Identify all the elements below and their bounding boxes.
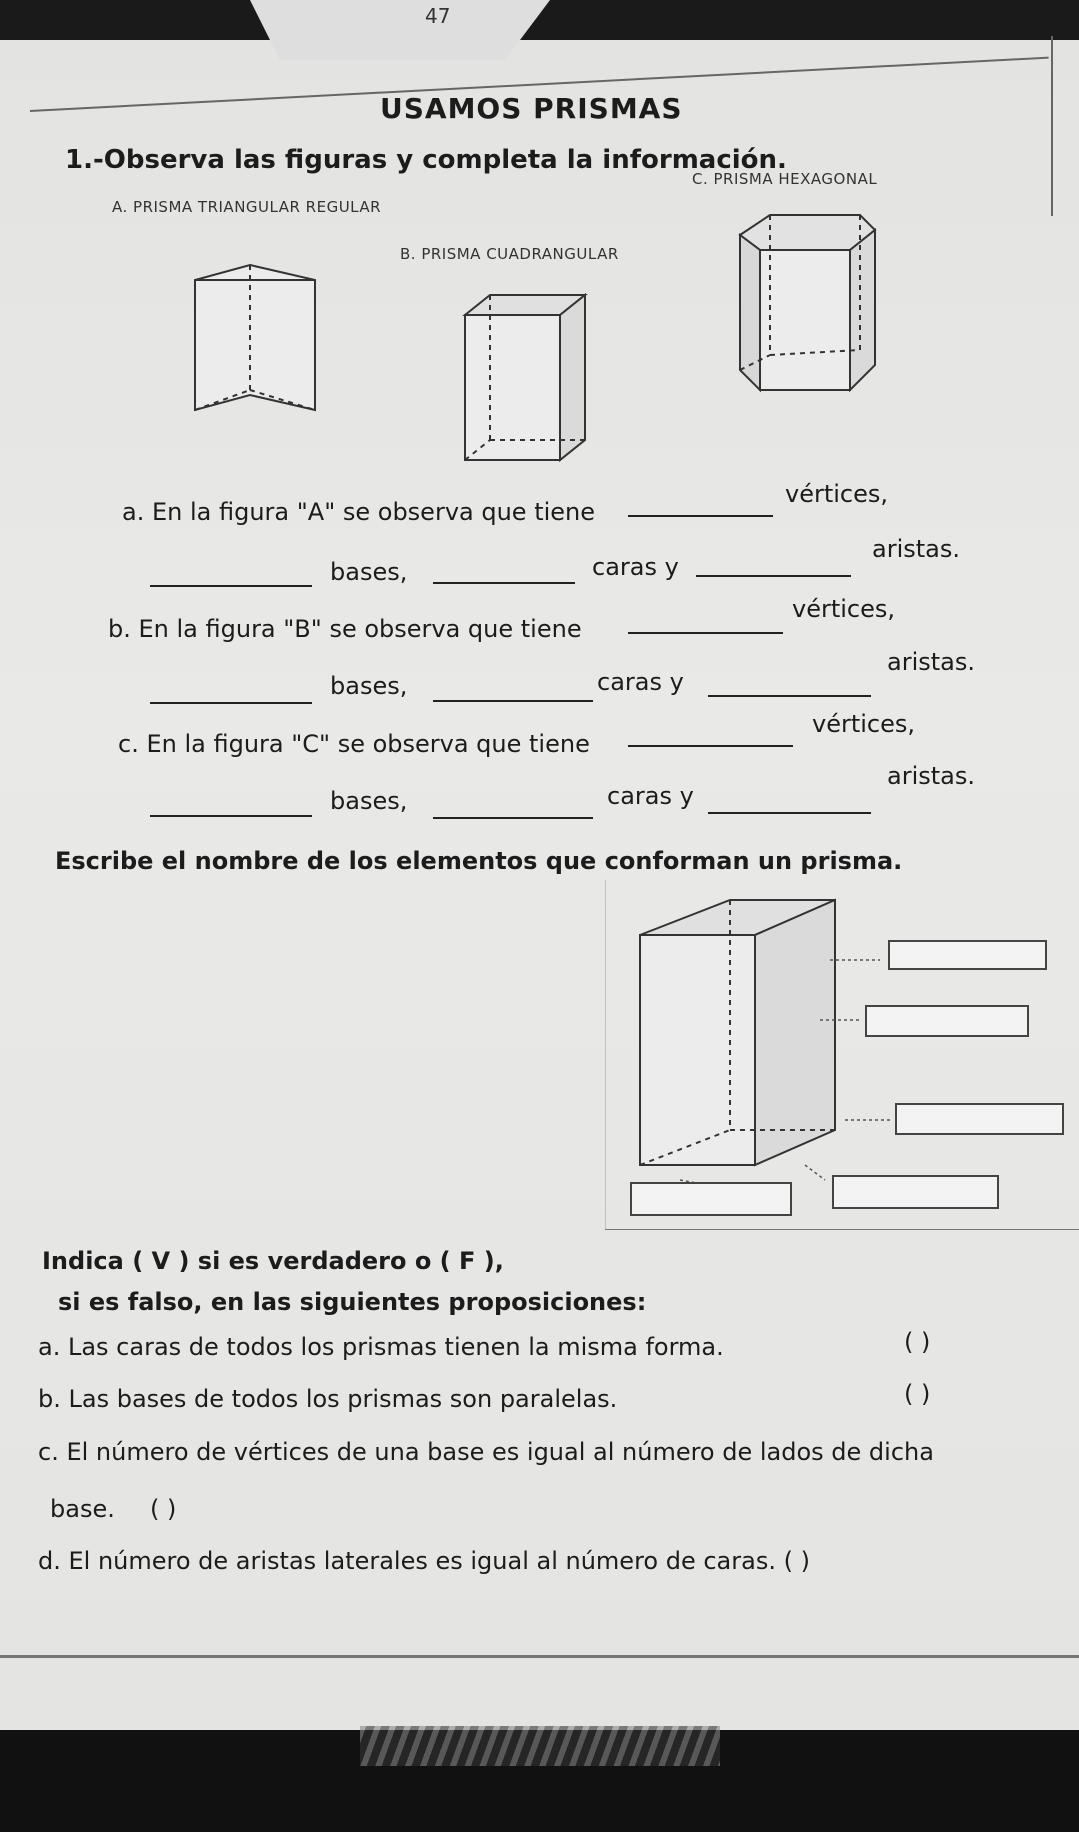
element-label-box-5[interactable] (832, 1175, 999, 1209)
tf-item-c: c. El número de vértices de una base es igual al número de lados de dicha (38, 1438, 934, 1466)
question-a-bases-label: bases, (330, 558, 408, 586)
element-label-box-4[interactable] (630, 1182, 792, 1216)
tf-item-b-answer[interactable]: ( ) (904, 1380, 931, 1408)
elements-heading: Escribe el nombre de los elementos que conforman un prisma. (55, 847, 903, 875)
question-c-aristas-label: aristas. (887, 762, 975, 790)
question-a-caras-label: caras y (592, 553, 679, 581)
background-stripes (360, 1726, 720, 1766)
page-title: USAMOS PRISMAS (380, 92, 683, 125)
element-label-box-1[interactable] (888, 940, 1047, 970)
figure-a-label: A. PRISMA TRIANGULAR REGULAR (112, 198, 382, 216)
tf-item-c-cont: base. (50, 1495, 115, 1523)
question-a-lead: a. En la figura "A" se observa que tiene (122, 498, 596, 526)
question-c-vertices-label: vértices, (812, 710, 916, 738)
question-c-vertices-blank[interactable] (628, 723, 793, 747)
question-b-bases-label: bases, (330, 672, 408, 700)
frame-line-bottom (0, 1655, 1079, 1658)
frame-line-right (1051, 36, 1053, 216)
tf-heading-line1: Indica ( V ) si es verdadero o ( F ), (42, 1247, 504, 1275)
element-label-box-3[interactable] (895, 1103, 1064, 1135)
question-c-bases-label: bases, (330, 787, 408, 815)
tf-item-a-answer[interactable]: ( ) (904, 1328, 931, 1356)
figure-b-label: B. PRISMA CUADRANGULAR (400, 245, 619, 263)
question-b-aristas-label: aristas. (887, 648, 975, 676)
tf-item-d: d. El número de aristas laterales es igual al número de caras. ( ) (38, 1547, 810, 1575)
question-b-vertices-label: vértices, (792, 595, 896, 623)
hexagonal-prism-figure (730, 200, 890, 400)
question-a-vertices-blank[interactable] (628, 493, 773, 517)
question-c-caras-label: caras y (607, 782, 694, 810)
question-b-caras-label: caras y (597, 668, 684, 696)
element-label-box-2[interactable] (865, 1005, 1029, 1037)
rectangular-prism-figure (460, 290, 600, 470)
folded-corner (250, 0, 550, 60)
tf-item-a: a. Las caras de todos los prismas tienen la misma forma. (38, 1333, 724, 1361)
question-a-aristas-label: aristas. (872, 535, 960, 563)
triangular-prism-figure (190, 245, 320, 425)
question-b-lead: b. En la figura "B" se observa que tiene (108, 615, 582, 643)
question-b-caras-blank[interactable] (433, 678, 593, 702)
instructions: 1.-Observa las figuras y completa la información. (65, 145, 787, 175)
question-a-aristas-blank[interactable] (696, 553, 851, 577)
question-b-vertices-blank[interactable] (628, 610, 783, 634)
corner-mark: 47 (425, 4, 451, 28)
question-c-aristas-blank[interactable] (708, 790, 871, 814)
question-b-aristas-blank[interactable] (708, 673, 871, 697)
tf-item-c-answer[interactable]: ( ) (150, 1495, 177, 1523)
question-a-bases-blank[interactable] (150, 563, 312, 587)
question-c-lead: c. En la figura "C" se observa que tiene (118, 730, 590, 758)
tf-heading-line2: si es falso, en las siguientes proposiciones: (58, 1288, 647, 1316)
question-c-caras-blank[interactable] (433, 795, 593, 819)
question-b-bases-blank[interactable] (150, 680, 312, 704)
question-a-caras-blank[interactable] (433, 560, 575, 584)
question-a-vertices-label: vértices, (785, 480, 889, 508)
tf-item-b: b. Las bases de todos los prismas son paralelas. (38, 1385, 618, 1413)
figure-c-label: C. PRISMA HEXAGONAL (692, 170, 878, 188)
question-c-bases-blank[interactable] (150, 793, 312, 817)
